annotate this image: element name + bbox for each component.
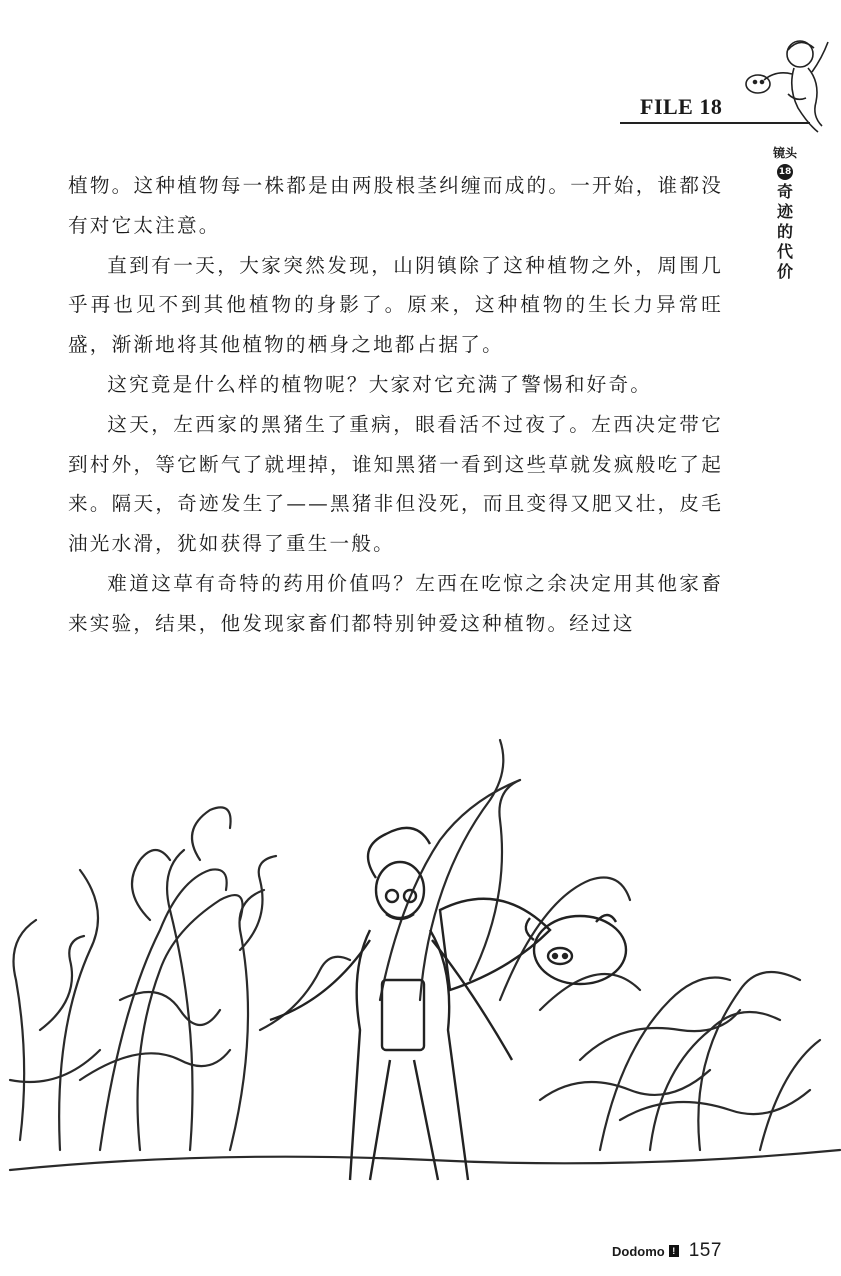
publisher-brand: Dodomo [612, 1243, 665, 1259]
paragraph: 这究竟是什么样的植物呢？大家对它充满了警惕和好奇。 [107, 372, 653, 396]
chapter-title-char: 的 [776, 222, 793, 241]
chapter-number-badge: 18 [777, 164, 793, 180]
paragraph: 难道这草有奇特的药用价值吗？左西在吃惊之余决定用其他家畜来实验，结果，他发现家畜们都特别钟爱这种植物。经过这 [68, 571, 723, 635]
chapter-side-label [772, 144, 798, 282]
paragraph: 这天，左西家的黑猪生了重病，眼看活不过夜了。左西决定带它到村外，等它断气了就埋掉，谁知黑猪一看到这些草就发疯般吃了起来。隔天，奇迹发生了——黑猪非但没死，而且变得又肥又壮，皮毛油光水滑，犹如获得了重生一般。 [68, 412, 723, 556]
side-label-head: 镜头 [772, 146, 797, 160]
header-character-illustration [728, 24, 833, 143]
paragraph: 直到有一天，大家突然发现，山阴镇除了这种植物之外，周围几乎再也见不到其他植物的身影了。原来，这种植物的生长力异常旺盛，渐渐地将其他植物的栖身之地都占据了。 [68, 253, 723, 357]
vine-farmer-illustration [0, 700, 841, 1204]
chapter-title-char: 奇 [776, 182, 793, 201]
brand-exclamation-icon: ! [669, 1245, 679, 1257]
chapter-title-char: 价 [776, 262, 793, 281]
chapter-title-char: 迹 [776, 202, 793, 221]
chapter-title-vertical [772, 182, 798, 282]
file-label: FILE 18 [640, 94, 723, 119]
chapter-title-char: 代 [776, 242, 793, 261]
body-text [68, 166, 723, 644]
header-rule [620, 122, 810, 124]
page-footer [612, 1240, 722, 1262]
page-number: 157 [688, 1240, 722, 1261]
paragraph: 植物。这种植物每一株都是由两股根茎纠缠而成的。一开始，谁都没有对它太注意。 [68, 174, 723, 237]
